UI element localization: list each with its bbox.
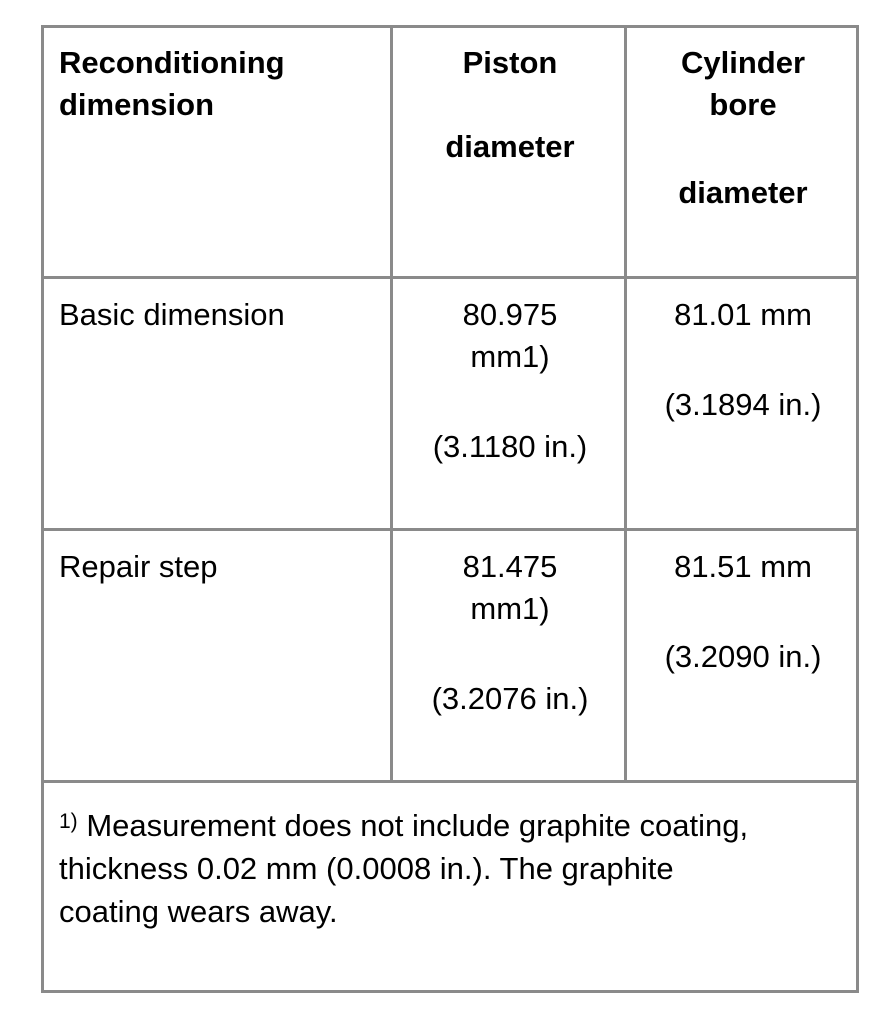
footnote-text-2: thickness 0.02 mm (0.0008 in.). The graphite: [59, 851, 674, 886]
header-piston-diameter: [396, 42, 624, 168]
footnote-line1: [59, 804, 849, 847]
footnote-marker: 1): [59, 810, 78, 833]
bore-diameter-repair: [630, 546, 856, 678]
bore-repair-inches: (3.2090 in.): [664, 639, 822, 674]
bore-diameter-basic: [630, 294, 856, 426]
row-divider-1: [44, 276, 856, 279]
row-divider-3: [44, 780, 856, 783]
header-col1-line1: Reconditioning: [59, 45, 285, 80]
footnote-text-3: coating wears away.: [59, 894, 338, 929]
header-col2-line1: Piston: [462, 45, 558, 80]
column-divider-2: [624, 28, 627, 781]
piston-diameter-basic: [396, 294, 624, 468]
piston-basic-value: 80.975: [462, 297, 558, 332]
header-cylinder-bore-diameter: [630, 42, 856, 214]
piston-repair-unit: mm1): [470, 591, 550, 626]
header-reconditioning-dimension: [59, 42, 384, 126]
header-col3-line2: bore: [709, 87, 777, 122]
bore-basic-inches: (3.1894 in.): [664, 387, 822, 422]
header-col3-line3: diameter: [678, 175, 808, 210]
bore-repair-value: 81.51 mm: [674, 549, 812, 584]
column-divider-1: [390, 28, 393, 781]
header-col1-line2: dimension: [59, 87, 215, 122]
piston-basic-unit: mm1): [470, 339, 550, 374]
row-divider-2: [44, 528, 856, 531]
piston-repair-value: 81.475: [462, 549, 558, 584]
footnote: [59, 804, 849, 933]
bore-basic-value: 81.01 mm: [674, 297, 812, 332]
footnote-text-1: Measurement does not include graphite coating,: [86, 808, 749, 843]
row-label-basic-dimension: Basic dimension: [59, 297, 285, 332]
piston-basic-inches: (3.1180 in.): [432, 429, 588, 464]
piston-repair-inches: (3.2076 in.): [431, 681, 589, 716]
row-label-repair-step: Repair step: [59, 549, 218, 584]
specification-table: [41, 25, 859, 993]
header-col2-line2: diameter: [445, 129, 575, 164]
piston-diameter-repair: [396, 546, 624, 720]
header-col3-line1: Cylinder: [680, 45, 806, 80]
